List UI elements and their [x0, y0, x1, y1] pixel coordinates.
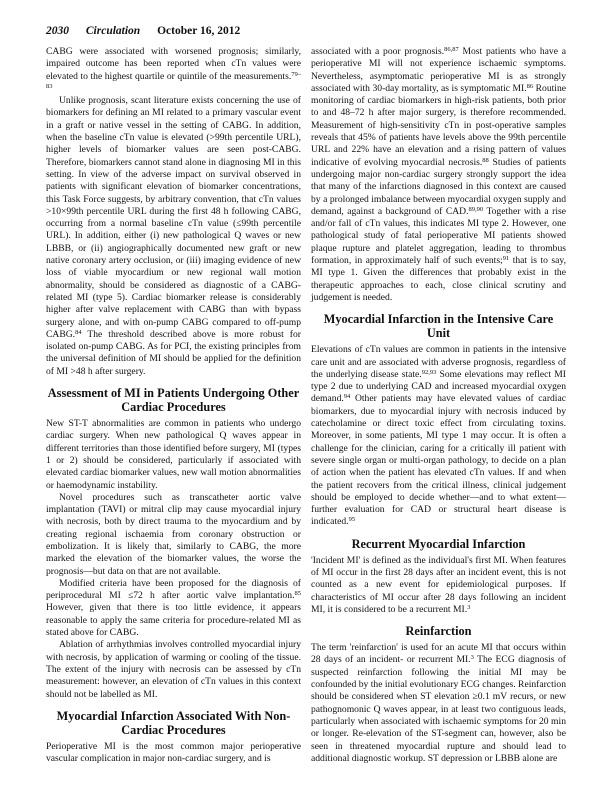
section-heading: Myocardial Infarction Associated With Non-Cardiac Procedures	[56, 708, 291, 737]
paragraph: Elevations of cTn values are common in patients in the intensive care unit and are associated with adverse prognosis, regardless of the underlying disease state.$^{92,93}$ Some elevations may reflect MI type 2 due to underlying CAD and increased myocardial oxygen demand.$^{94}$ Other patients may have elevated values of cardiac biomarkers, due to myocardial injury with necrosis induced by catecholamine or direct toxic effect from circulating toxins. Moreover, in some patients, MI type 1 may occur. It is often a challenge for the clinician, caring for a critically ill patient with severe single organ or multi-organ pathology, to decide on a plan of action when the patient has elevated cTn values. If and when the patient recovers from the critical illness, clinical judgement should be employed to decide whether—and to what extent—further evaluation for CAD or structural heart disease is indicated.$^{95}$	[311, 344, 566, 528]
citation: 84	[75, 328, 82, 336]
citation: 95	[348, 516, 356, 524]
citation: 3	[470, 654, 474, 662]
paragraph: 'Incident MI' is defined as the individual's first MI. When features of MI occur in the first 28 days after an incident event, this is not counted as a new event for epidemiological purposes. If characteristics of MI occur after 28 days following an incident MI, it is considered to be a recurrent MI.$^3$	[311, 554, 566, 615]
paragraph: CABG were associated with worsened prognosis; similarly, impaired outcome has been reported when cTn values were elevated to the highest quartile or quintile of the measurements.$^{79-83}$	[46, 46, 301, 90]
paragraph: Perioperative MI is the most common major perioperative vascular complication in major non-cardiac surgery, and is	[46, 740, 301, 765]
citation: 86,87	[444, 46, 459, 53]
left-column	[46, 46, 301, 765]
paragraph: Modified criteria have been proposed for the diagnosis of periprocedural MI ≤72 h after aortic valve implantation.$^{85}$ However, given that there is too little evidence, it appears reasonable to apply the same criteria for procedure-related MI as stated above for CABG.	[46, 577, 301, 639]
citation: 3	[467, 603, 471, 611]
section-heading: Assessment of MI in Patients Undergoing Other Cardiac Procedures	[47, 386, 300, 415]
paragraph: The term 'reinfarction' is used for an acute MI that occurs within 28 days of an incident- or recurrent MI.$^3$ The ECG diagnosis of suspected reinfarction following the initial MI may be confounded by the initial evolutionary ECG changes. Reinfarction should be considered when ST elevation ≥0.1 mV recurs, or new pathognomonic Q waves appear, in at least two contiguous leads, particularly when associated with ischaemic symptoms for 20 min or longer. Re-elevation of the ST-segment can, however, also be seen in threatened myocardial rupture and should lead to additional diagnostic workup. ST depression or LBBB alone are	[311, 642, 566, 764]
issue-date: October 16, 2012	[157, 25, 241, 37]
citation: 89,90	[468, 205, 484, 213]
citation: 85	[294, 590, 301, 598]
citation: 88	[482, 156, 489, 164]
paragraph: Ablation of arrhythmias involves controlled myocardial injury with necrosis, by application of warming or cooling of the tissue. The extent of the injury with necrosis can be assessed by cTn measurement: however, an elevation of cTn values in this context should not be labelled as MI.	[46, 639, 301, 700]
journal-name: Circulation	[85, 25, 141, 37]
paragraph: New ST-T abnormalities are common in patients who undergo cardiac surgery. When new pathological Q waves appear in different territories than those identified before surgery, MI (types 1 or 2) should be considered, particularly if associated with elevated cardiac biomarker values, new wall motion abnormalities or haemodynamic instability.	[46, 418, 301, 491]
section-heading: Myocardial Infarction in the Intensive Care Unit	[323, 312, 554, 341]
paragraph: Novel procedures such as transcatheter aortic valve implantation (TAVI) or mitral clip may cause myocardial injury with necrosis, both by direct trauma to the myocardium and by creating regional ischaemia from coronary obstruction or embolization. It is likely that, similarly to CABG, the more marked the elevation of the biomarker values, the worse the prognosis—but data on that are not available.	[46, 491, 301, 577]
citation: 94	[343, 393, 351, 401]
citation: 79–83	[46, 70, 301, 90]
citation: 86	[526, 82, 534, 90]
section-heading: Recurrent Myocardial Infarction	[351, 536, 526, 551]
citation: 92,93	[421, 368, 437, 376]
page-number: 2030	[46, 25, 69, 37]
paragraph: associated with a poor prognosis.$^{86,87}$ Most patients who have a perioperative MI will not experience ischaemic symptoms. Nevertheless, asymptomatic perioperative MI is as strongly associated with 30-day mortality, as is symptomatic MI.$^{86}$ Routine monitoring of cardiac biomarkers in high-risk patients, both prior to and 48–72 h after major surgery, is therefore recommended. Measurement of high-sensitivity cTn in post-operative samples reveals that 45% of patients have levels above the 99th percentile URL and 22% have an elevation and a rising pattern of values indicative of evolving myocardial necrosis.$^{88}$ Studies of patients undergoing major non-cardiac surgery strongly support the idea that many of the infarctions diagnosed in this context are caused by a prolonged imbalance between myocardial oxygen supply and demand, against a background of CAD.$^{89,90}$ Together with a rise and/or fall of cTn values, this indicates MI type 2. However, one pathological study of fatal perioperative MI patients showed plaque rupture and platelet aggregation, leading to thrombus formation, in approximately half of such events;$^{91}$ that is to say, MI type 1. Given the differences that probably exist in the therapeutic approaches to each, close clinical scrutiny and judgement is needed.	[311, 46, 567, 303]
right-column	[311, 46, 566, 765]
running-head	[46, 25, 254, 37]
paragraph: Unlike prognosis, scant literature exists concerning the use of biomarkers for defining an MI related to a primary vascular event in a graft or native vessel in the setting of CABG. In addition, when the baseline cTn value is elevated (>99th percentile URL), higher levels of biomarker values are seen post-CABG. Therefore, biomarkers cannot stand alone in diagnosing MI in this setting. In view of the adverse impact on survival observed in patients with significant elevation of biomarker concentrations, this Task Force suggests, by arbitrary convention, that cTn values >10×99th percentile URL during the first 48 h following CABG, occurring from a normal baseline cTn value (≤99th percentile URL). In addition, either (i) new pathological Q waves or new LBBB, or (ii) angiographically documented new graft or new native coronary artery occlusion, or (iii) imaging evidence of new loss of viable myocardium or new regional wall motion abnormality, should be considered as diagnostic of a CABG-related MI (type 5). Cardiac biomarker release is considerably higher after valve replacement with CABG than with bypass surgery alone, and with on-pump CABG compared to off-pump CABG.$^{84}$ The threshold described above is more robust for isolated on-pump CABG. As for PCI, the existing principles from the universal definition of MI should be applied for the definition of MI >48 h after surgery.	[46, 95, 301, 377]
section-heading: Reinfarction	[405, 624, 472, 639]
citation: 91	[502, 255, 510, 263]
